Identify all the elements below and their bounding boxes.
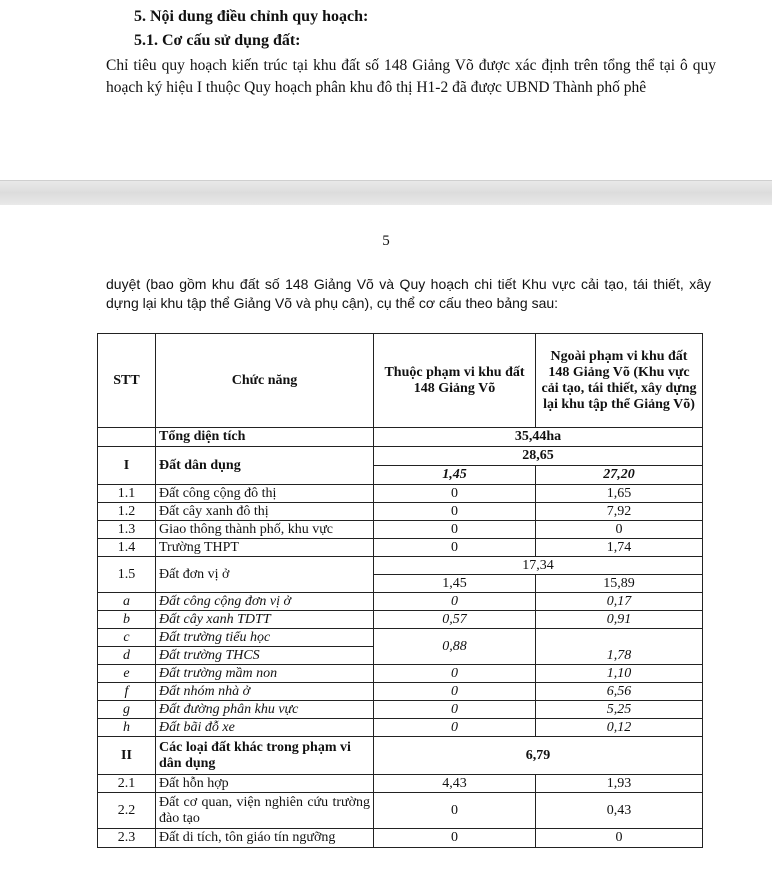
table-row: c Đất trường tiểu học 0,88 1,78	[98, 629, 703, 647]
header-inside: Thuộc phạm vi khu đất 148 Giảng Võ	[374, 334, 536, 428]
header-stt: STT	[98, 334, 156, 428]
table-row: 1.1 Đất công cộng đô thị 0 1,65	[98, 485, 703, 503]
table-row: f Đất nhóm nhà ở 0 6,56	[98, 683, 703, 701]
total-value: 35,44ha	[374, 428, 703, 447]
table-row: 1.3 Giao thông thành phố, khu vực 0 0	[98, 521, 703, 539]
table-row: e Đất trường mầm non 0 1,10	[98, 665, 703, 683]
page-number: 5	[382, 233, 390, 249]
land-use-table	[97, 333, 703, 848]
page-separator	[0, 180, 772, 206]
table-row: b Đất cây xanh TDTT 0,57 0,91	[98, 611, 703, 629]
section-heading: 5. Nội dung điều chỉnh quy hoạch:	[134, 8, 369, 25]
document-page-top	[0, 0, 772, 180]
document-page-bottom	[0, 205, 772, 888]
table-row: h Đất bãi đỗ xe 0 0,12	[98, 719, 703, 737]
section-2-row: II Các loại đất khác trong phạm vi dân dụng 6,79	[98, 737, 703, 775]
section-1-row: I Đất dân dụng 28,65	[98, 447, 703, 466]
table-row: 2.1 Đất hỗn hợp 4,43 1,93	[98, 775, 703, 793]
section-1-split-row: 1,45 27,20	[98, 466, 703, 485]
intro-paragraph: Chỉ tiêu quy hoạch kiến trúc tại khu đất số 148 Giảng Võ được xác định trên tổng thể tại ô quy hoạch ký hiệu I thuộc Quy hoạch phân khu đô thị H1-2 đã được UBND Thành phố phê	[106, 57, 716, 96]
table-row: g Đất đường phân khu vực 0 5,25	[98, 701, 703, 719]
total-label: Tổng diện tích	[156, 428, 374, 447]
table-row: 1.2 Đất cây xanh đô thị 0 7,92	[98, 503, 703, 521]
table-row: d Đất trường THCS	[98, 647, 703, 665]
table-header-row	[98, 334, 703, 428]
table-row: 2.2 Đất cơ quan, viện nghiên cứu trường đào tạo 0 0,43	[98, 793, 703, 829]
continuation-paragraph: duyệt (bao gồm khu đất số 148 Giảng Võ và Quy hoạch chi tiết Khu vực cải tạo, tái thiết, xây dựng lại khu tập thể Giảng Võ và phụ cận), cụ thể cơ cấu theo bảng sau:	[106, 276, 711, 311]
table-row: 1.4 Trường THPT 0 1,74	[98, 539, 703, 557]
header-outside: Ngoài phạm vi khu đất 148 Giảng Võ (Khu vực cải tạo, tái thiết, xây dựng lại khu tập thể Giảng Võ)	[536, 334, 703, 428]
table-row: a Đất công cộng đơn vị ở 0 0,17	[98, 593, 703, 611]
table-row: 2.3 Đất di tích, tôn giáo tín ngưỡng 0 0	[98, 829, 703, 848]
header-function: Chức năng	[156, 334, 374, 428]
table-row: 1.5 Đất đơn vị ở 17,34	[98, 557, 703, 575]
total-row	[98, 428, 703, 447]
subsection-heading: 5.1. Cơ cấu sử dụng đất:	[134, 32, 301, 49]
table-row: 1,45 15,89	[98, 575, 703, 593]
